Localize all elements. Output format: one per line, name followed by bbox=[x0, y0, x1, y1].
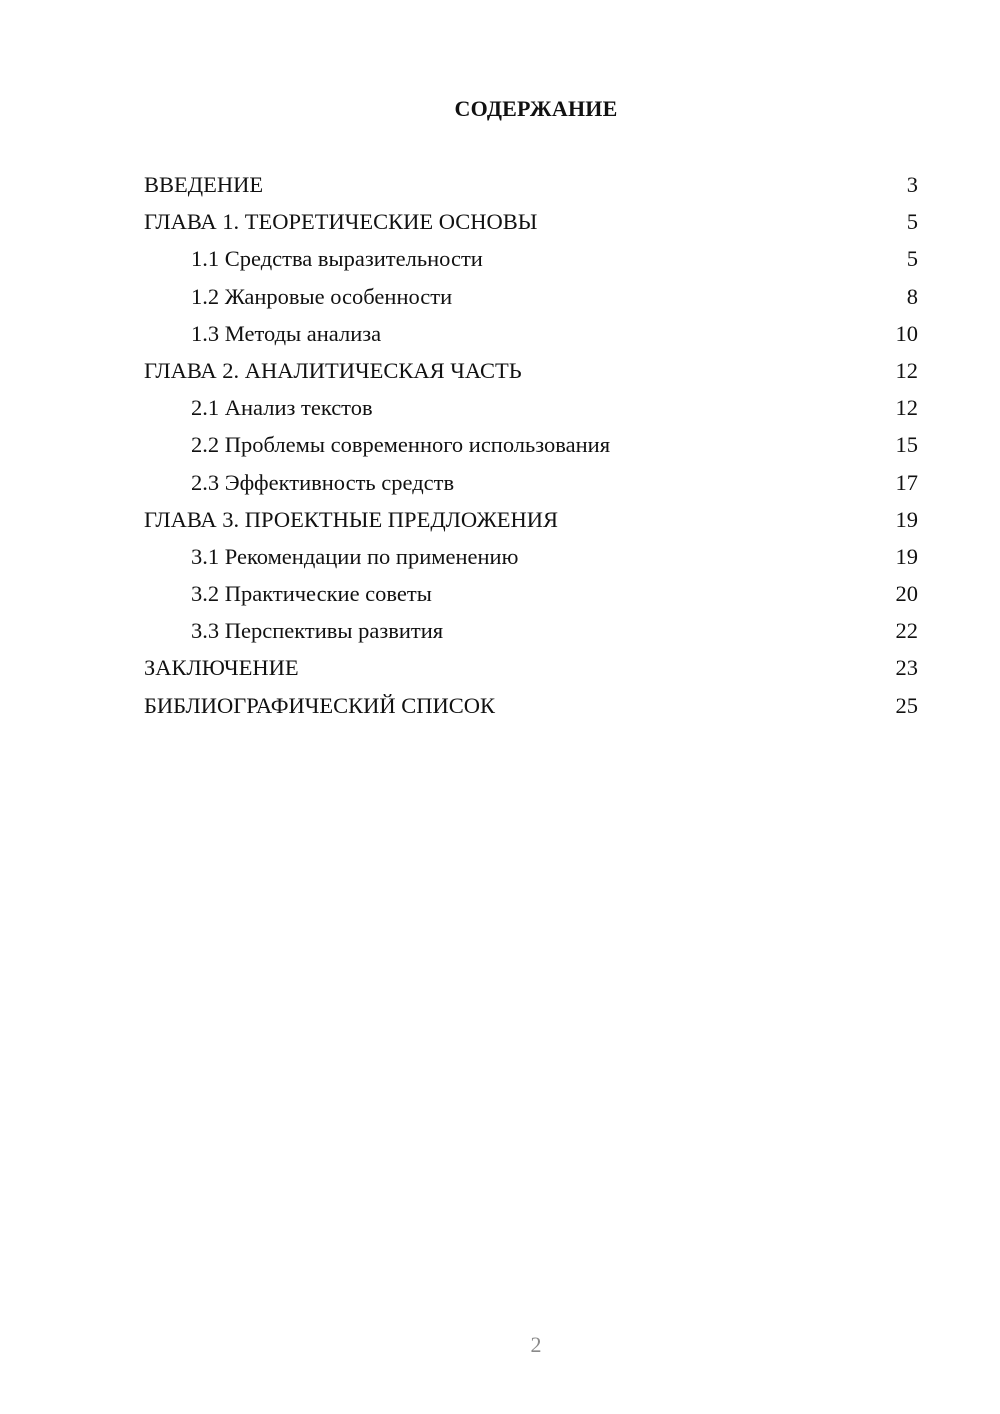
toc-subentry bbox=[144, 389, 918, 426]
toc-entry-label: 1.3 Методы анализа bbox=[191, 320, 382, 346]
toc-entry-label: 1.2 Жанровые особенности bbox=[191, 283, 453, 309]
toc-entry-page: 12 bbox=[895, 395, 918, 421]
toc-subentry bbox=[144, 426, 918, 463]
toc-entry bbox=[144, 501, 918, 538]
toc-title: СОДЕРЖАНИЕ bbox=[454, 96, 618, 121]
toc-entry-label: 3.3 Перспективы развития bbox=[191, 618, 444, 644]
toc-entry-page: 8 bbox=[906, 283, 918, 309]
toc-subentry bbox=[144, 464, 918, 501]
toc-entry-label: ГЛАВА 1. ТЕОРЕТИЧЕСКИЕ ОСНОВЫ bbox=[144, 209, 538, 235]
toc-entry bbox=[144, 649, 918, 686]
toc-entry-page: 17 bbox=[895, 469, 918, 495]
table-of-contents bbox=[144, 166, 918, 724]
toc-entry-label: 3.1 Рекомендации по применению bbox=[191, 543, 519, 569]
page-number: 2 bbox=[530, 1332, 542, 1357]
toc-entry-label: 2.1 Анализ текстов bbox=[191, 395, 373, 421]
toc-entry-page: 20 bbox=[895, 581, 918, 607]
toc-entry bbox=[144, 687, 918, 724]
toc-entry bbox=[144, 352, 918, 389]
toc-entry-page: 15 bbox=[895, 432, 918, 458]
toc-subentry bbox=[144, 612, 918, 649]
toc-entry-page: 23 bbox=[895, 655, 918, 681]
toc-entry-label: 1.1 Средства выразительности bbox=[191, 246, 483, 272]
toc-entry-label: 2.3 Эффективность средств bbox=[191, 469, 455, 495]
toc-subentry bbox=[144, 240, 918, 277]
toc-entry-page: 19 bbox=[895, 543, 918, 569]
toc-entry-page: 12 bbox=[895, 357, 918, 383]
toc-subentry bbox=[144, 315, 918, 352]
toc-subentry bbox=[144, 538, 918, 575]
toc-entry-page: 25 bbox=[895, 692, 918, 718]
toc-entry bbox=[144, 203, 918, 240]
toc-entry-page: 3 bbox=[906, 172, 918, 197]
toc-entry-label: ЗАКЛЮЧЕНИЕ bbox=[144, 655, 299, 681]
toc-entry-label: ГЛАВА 3. ПРОЕКТНЫЕ ПРЕДЛОЖЕНИЯ bbox=[144, 506, 559, 532]
toc-entry-page: 22 bbox=[895, 618, 918, 644]
toc-entry-label: ГЛАВА 2. АНАЛИТИЧЕСКАЯ ЧАСТЬ bbox=[144, 357, 522, 383]
toc-entry-page: 10 bbox=[895, 320, 918, 346]
toc-entry-label: 2.2 Проблемы современного использования bbox=[191, 432, 611, 458]
toc-entry-page: 5 bbox=[906, 209, 918, 235]
toc-entry-label: ВВЕДЕНИЕ bbox=[144, 172, 264, 197]
toc-entry bbox=[144, 166, 918, 203]
toc-entry-page: 5 bbox=[906, 246, 918, 272]
toc-subentry bbox=[144, 575, 918, 612]
toc-entry-label: БИБЛИОГРАФИЧЕСКИЙ СПИСОК bbox=[144, 692, 496, 718]
toc-entry-page: 19 bbox=[895, 506, 918, 532]
toc-entry-label: 3.2 Практические советы bbox=[191, 581, 432, 607]
toc-subentry bbox=[144, 278, 918, 315]
